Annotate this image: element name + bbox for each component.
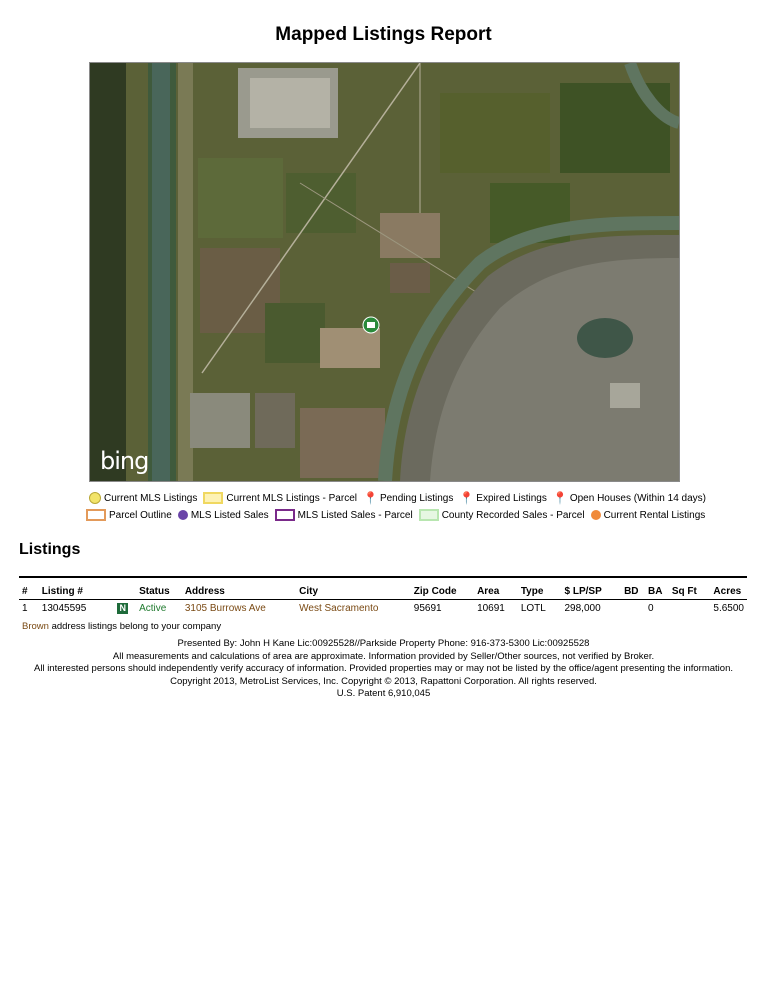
legend-item-open-houses: 📍 Open Houses (Within 14 days) <box>552 491 706 505</box>
legend-item-expired: 📍 Expired Listings <box>459 491 547 505</box>
col-status: Status <box>136 584 182 600</box>
legend-row-2 <box>86 509 711 521</box>
legend-item-pending: 📍 Pending Listings <box>362 491 454 505</box>
col-zip: Zip Code <box>411 584 474 600</box>
aerial-imagery <box>90 63 679 481</box>
col-area: Area <box>474 584 518 600</box>
legend-item-county-recorded-sales: County Recorded Sales - Parcel <box>419 509 585 521</box>
sqft-value <box>669 600 711 618</box>
legend-item-mls-listed-sales: MLS Listed Sales <box>178 510 269 521</box>
legend-item-parcel-outline: Parcel Outline <box>86 509 172 521</box>
legend-item-rental-listings: Current Rental Listings <box>591 510 706 521</box>
bd-value <box>621 600 645 618</box>
col-number: # <box>19 584 39 600</box>
report-footer <box>20 638 747 701</box>
listings-table <box>19 584 747 617</box>
green-parcel-swatch-icon <box>419 509 439 521</box>
col-listing-number: Listing # <box>39 584 114 600</box>
legend-item-current-mls: Current MLS Listings <box>89 492 197 504</box>
bing-logo: bing <box>100 447 149 475</box>
acres-value: 5.6500 <box>713 603 744 614</box>
col-city: City <box>296 584 411 600</box>
brown-listing-note <box>22 621 221 632</box>
note-text: address listings belong to your company <box>48 621 222 632</box>
col-badge <box>114 584 136 600</box>
status-value: Active <box>139 603 167 614</box>
city-value: West Sacramento <box>299 603 379 614</box>
table-row[interactable] <box>19 600 747 618</box>
legend-item-current-mls-parcel: Current MLS Listings - Parcel <box>203 492 357 504</box>
legend-row-1 <box>89 491 712 505</box>
presented-by: Presented By: John H Kane Lic:00925528//Parkside Property Phone: 916-373-5300 Lic:00925528 <box>177 638 590 649</box>
section-divider <box>19 576 747 578</box>
purple-dot-icon <box>178 510 188 520</box>
satellite-map[interactable] <box>89 62 680 482</box>
purple-parcel-swatch-icon <box>275 509 295 521</box>
orange-dot-icon <box>591 510 601 520</box>
yellow-dot-icon <box>89 492 101 504</box>
ba-value: 0 <box>647 603 654 614</box>
area-value: 10691 <box>477 603 505 614</box>
new-listing-badge: N <box>117 603 128 614</box>
listings-heading: Listings <box>19 541 81 558</box>
row-number: 1 <box>22 603 28 614</box>
col-type: Type <box>518 584 562 600</box>
listing-number[interactable]: 13045595 <box>41 603 87 614</box>
table-header-row <box>19 584 747 600</box>
col-bd: BD <box>621 584 645 600</box>
patent: U.S. Patent 6,910,045 <box>336 688 431 699</box>
red-pin-icon: 📍 <box>459 491 475 505</box>
note-brown-word: Brown <box>22 621 49 632</box>
col-address: Address <box>182 584 296 600</box>
address-value[interactable]: 3105 Burrows Ave <box>184 603 266 614</box>
yellow-parcel-swatch-icon <box>203 492 223 504</box>
col-ba: BA <box>645 584 669 600</box>
col-acres: Acres <box>710 584 747 600</box>
col-sqft: Sq Ft <box>669 584 711 600</box>
blue-pin-icon: 📍 <box>362 491 378 505</box>
type-value: LOTL <box>520 603 546 614</box>
parcel-outline-swatch-icon <box>86 509 106 521</box>
price-value: 298,000 <box>564 603 601 614</box>
zip-value: 95691 <box>413 603 442 614</box>
disclaimer-verify: All interested persons should independently verify accuracy of information. Provided properties may or may not be listed by the office/agent presenting the information. <box>34 663 733 674</box>
report-title: Mapped Listings Report <box>275 24 492 45</box>
disclaimer-measurements: All measurements and calculations of area are approximate. Information provided by Seller/Other sources, not verified by Broker. <box>112 650 655 662</box>
copyright: Copyright 2013, MetroList Services, Inc. Copyright © 2013, Rapattoni Corporation. All rights reserved. <box>170 675 597 687</box>
green-pin-icon: 📍 <box>552 491 568 505</box>
legend-item-mls-listed-sales-parcel: MLS Listed Sales - Parcel <box>275 509 413 521</box>
col-price: $ LP/SP <box>562 584 622 600</box>
